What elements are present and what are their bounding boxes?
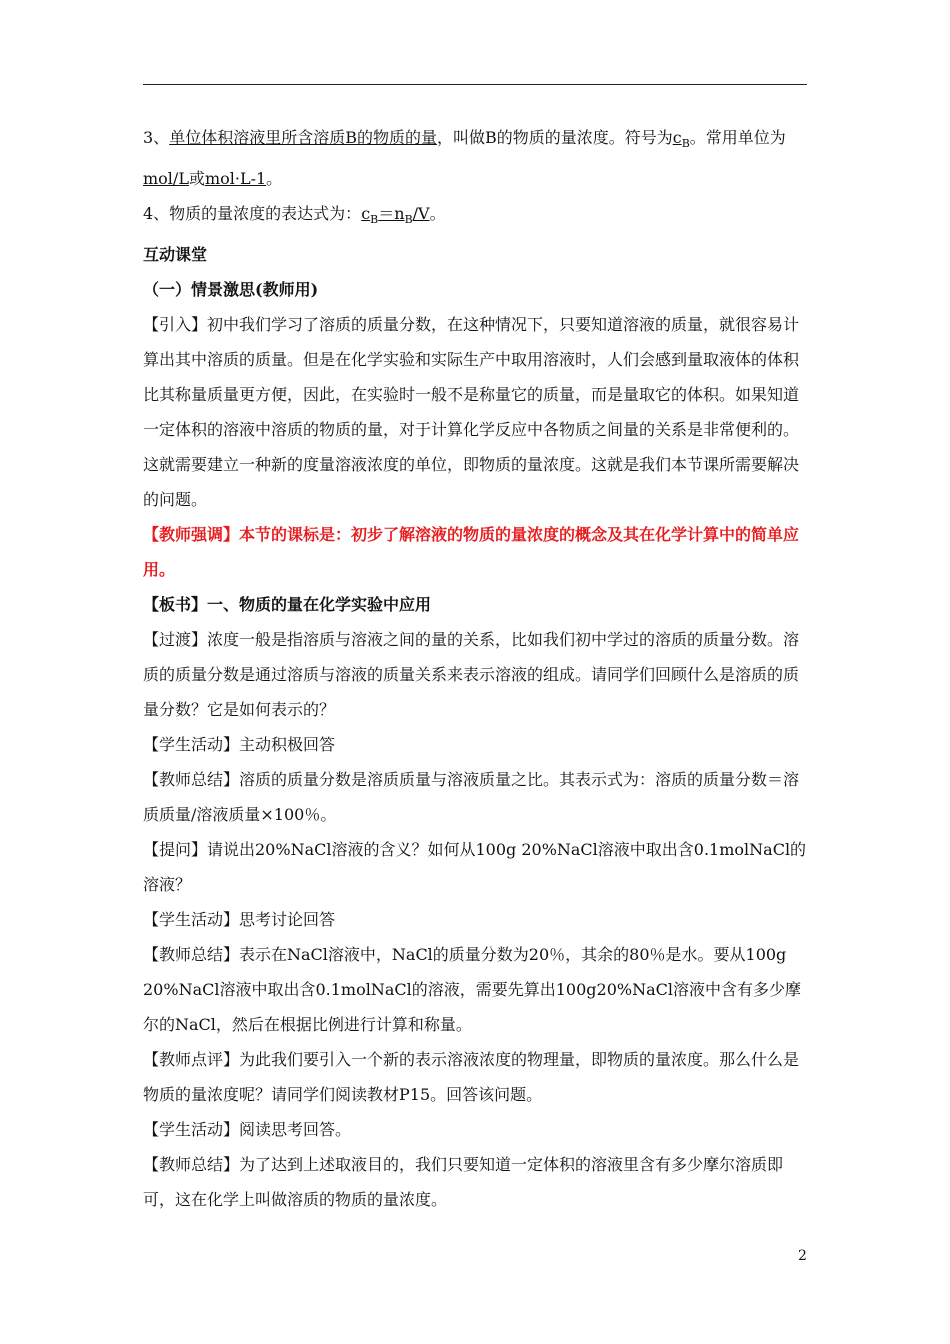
student-activity-3: 【学生活动】阅读思考回答。 bbox=[143, 1120, 352, 1140]
formula-n-sub: B bbox=[404, 213, 413, 227]
formula-tail: /V bbox=[412, 204, 430, 224]
teacher-comment: 【教师点评】为此我们要引入一个新的表示溶液浓度的物理量，即物质的量浓度。那么什么是物质的量浓度呢？请同学们阅读教材P15。回答该问题。 bbox=[143, 1050, 800, 1105]
transition-paragraph: 【过渡】浓度一般是指溶质与溶液之间的量的关系，比如我们初中学过的溶质的质量分数。溶质的质量分数是通过溶质与溶液的质量关系来表示溶液的组成。请同学们回顾什么是溶质的质量分数？它是如何表示的？ bbox=[143, 630, 800, 720]
expression-label: 4、物质的量浓度的表达式为： bbox=[143, 204, 362, 224]
page-number: 2 bbox=[798, 1248, 807, 1264]
formula-eq: ＝n bbox=[378, 204, 405, 224]
header-rule bbox=[143, 84, 807, 85]
intro-paragraph: 【引入】初中我们学习了溶质的质量分数，在这种情况下，只要知道溶液的质量，就很容易计算出其中溶质的质量。但是在化学实验和实际生产中取用溶液时，人们会感到量取液体的体积比其称量质量更方便，因此，在实验时一般不是称量它的质量，而是量取它的体积。如果知道一定体积的溶液中溶质的物质的量，对于计算化学反应中各物质之间量的关系是非常便利的。这就需要建立一种新的度量溶液浓度的单位，即物质的量浓度。这就是我们本节课所需要解决的问题。 bbox=[143, 315, 800, 510]
formula-c-sub: B bbox=[370, 213, 379, 227]
definition-mid: ，叫做B的物质的量浓度。符号为 bbox=[436, 128, 673, 147]
or-text: 或 bbox=[188, 169, 205, 189]
symbol-cb bbox=[672, 128, 690, 151]
sentence-end: 。 bbox=[266, 169, 283, 189]
heading-scenario: （一）情景激思(教师用) bbox=[143, 280, 319, 300]
unit-mol-per-l: mol/L bbox=[143, 169, 189, 189]
definition-item-4 bbox=[143, 196, 807, 237]
question-paragraph: 【提问】请说出20%NaCl溶液的含义？如何从100g 20%NaCl溶液中取出含0.1molNaCl的溶液？ bbox=[143, 840, 807, 895]
teacher-summary-1: 【教师总结】溶质的质量分数是溶质质量与溶液质量之比。其表示式为：溶质的质量分数＝溶质质量/溶液质量×100％。 bbox=[143, 770, 800, 825]
unit-mol-l-1: mol·L-1 bbox=[204, 169, 267, 189]
sentence-end: 。 bbox=[429, 204, 446, 224]
definition-item-3 bbox=[143, 120, 807, 196]
definition-text: 单位体积溶液里所含溶质B的物质的量 bbox=[169, 128, 437, 147]
board-heading: 【板书】一、物质的量在化学实验中应用 bbox=[143, 595, 432, 615]
item-number: 3、 bbox=[143, 128, 170, 147]
student-activity-1: 【学生活动】主动积极回答 bbox=[143, 735, 336, 755]
teacher-emphasis: 【教师强调】本节的课标是：初步了解溶液的物质的量浓度的概念及其在化学计算中的简单应用。 bbox=[143, 525, 800, 580]
heading-interactive-class: 互动课堂 bbox=[143, 245, 208, 265]
teacher-summary-3: 【教师总结】为了达到上述取液目的，我们只要知道一定体积的溶液里含有多少摩尔溶质即可，这在化学上叫做溶质的物质的量浓度。 bbox=[143, 1155, 784, 1210]
expression-formula bbox=[361, 204, 430, 227]
formula-c: c bbox=[361, 204, 371, 224]
symbol-c: c bbox=[672, 128, 682, 147]
teacher-summary-2: 【教师总结】表示在NaCl溶液中，NaCl的质量分数为20％，其余的80％是水。要从100g 20%NaCl溶液中取出含0.1molNaCl的溶液，需要先算出100g20%NaCl溶液中含有多少摩尔的NaCl，然后在根据比例进行计算和称量。 bbox=[143, 945, 801, 1035]
student-activity-2: 【学生活动】思考讨论回答 bbox=[143, 910, 336, 930]
unit-intro: 。常用单位为 bbox=[689, 128, 786, 147]
document-body bbox=[143, 120, 807, 1217]
symbol-sub: B bbox=[681, 137, 690, 151]
